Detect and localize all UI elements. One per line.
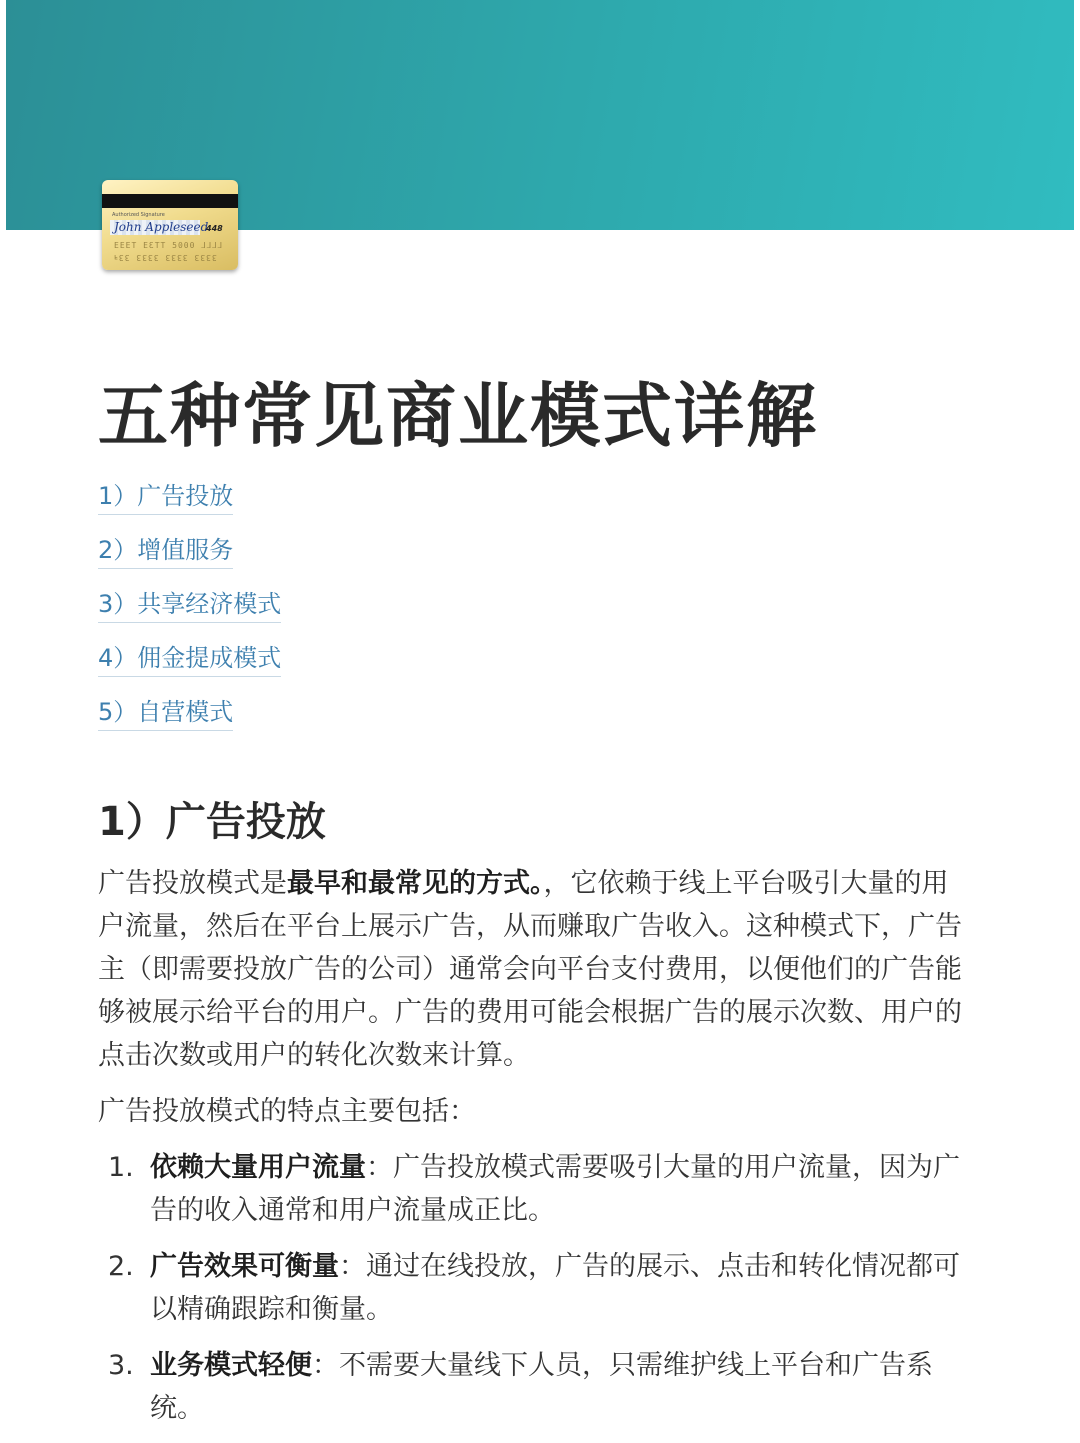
feature-text: ：通过在线投放，广告的展示、点击和转化情况都可以精确跟踪和衡量。	[150, 1251, 960, 1325]
page-title: 五种常见商业模式详解	[98, 375, 818, 457]
card-number-line: EEET EƐTT 5000 ⅃⅃⅃⅃	[114, 241, 224, 250]
intro-rest: ，它依赖于线上平台吸引大量的用户流量，然后在平台上展示广告，从而赚取广告收入。这种模式下，广告主（即需要投放广告的公司）通常会向平台支付费用，以便他们的广告能够被展示给平台的用户。广告的费用可能会根据广告的展示次数、用户的点击次数或用户的转化次数来计算。	[98, 868, 962, 1071]
list-number: 2.	[108, 1251, 134, 1282]
features-intro: 广告投放模式的特点主要包括：	[98, 1096, 476, 1127]
feature-text: ：不需要大量线下人员，只需维护线上平台和广告系统。	[150, 1350, 933, 1424]
features-list	[98, 1146, 968, 1443]
intro-bold: 最早和最常见的方式。	[287, 868, 544, 899]
card-cvv: 448	[206, 224, 223, 233]
feature-title: 依赖大量用户流量	[150, 1152, 366, 1183]
toc-link-value-added[interactable]: 2）增值服务	[98, 532, 233, 569]
toc-link-ads[interactable]: 1）广告投放	[98, 478, 233, 515]
card-signature: John Appleseed	[114, 220, 209, 234]
card-authorized-label: Authorized Signature	[112, 212, 165, 218]
toc-link-commission[interactable]: 4）佣金提成模式	[98, 640, 281, 677]
feature-title: 业务模式轻便	[150, 1350, 312, 1381]
toc-item	[98, 694, 281, 748]
toc-item	[98, 640, 281, 694]
toc-item	[98, 478, 281, 532]
intro-prefix: 广告投放模式是	[98, 868, 287, 899]
card-number-line-mirrored: ꜰƐƐ ƐƐƐƐ ƐƐƐƐ ƐƐƐƐ	[114, 253, 218, 262]
toc-item	[98, 532, 281, 586]
list-item	[98, 1146, 968, 1232]
section-heading: 1）广告投放	[98, 799, 326, 845]
toc-item	[98, 586, 281, 640]
section-intro-paragraph	[98, 862, 968, 1077]
magnetic-stripe	[102, 194, 238, 208]
table-of-contents	[98, 478, 281, 748]
feature-title: 广告效果可衡量	[150, 1251, 339, 1282]
toc-link-sharing-economy[interactable]: 3）共享经济模式	[98, 586, 281, 623]
feature-text: ：广告投放模式需要吸引大量的用户流量，因为广告的收入通常和用户流量成正比。	[150, 1152, 960, 1226]
list-number: 3.	[108, 1350, 134, 1381]
list-number: 1.	[108, 1152, 134, 1183]
list-item	[98, 1344, 968, 1430]
toc-link-self-operated[interactable]: 5）自营模式	[98, 694, 233, 731]
list-item	[98, 1245, 968, 1331]
credit-card-icon[interactable]	[102, 180, 238, 270]
